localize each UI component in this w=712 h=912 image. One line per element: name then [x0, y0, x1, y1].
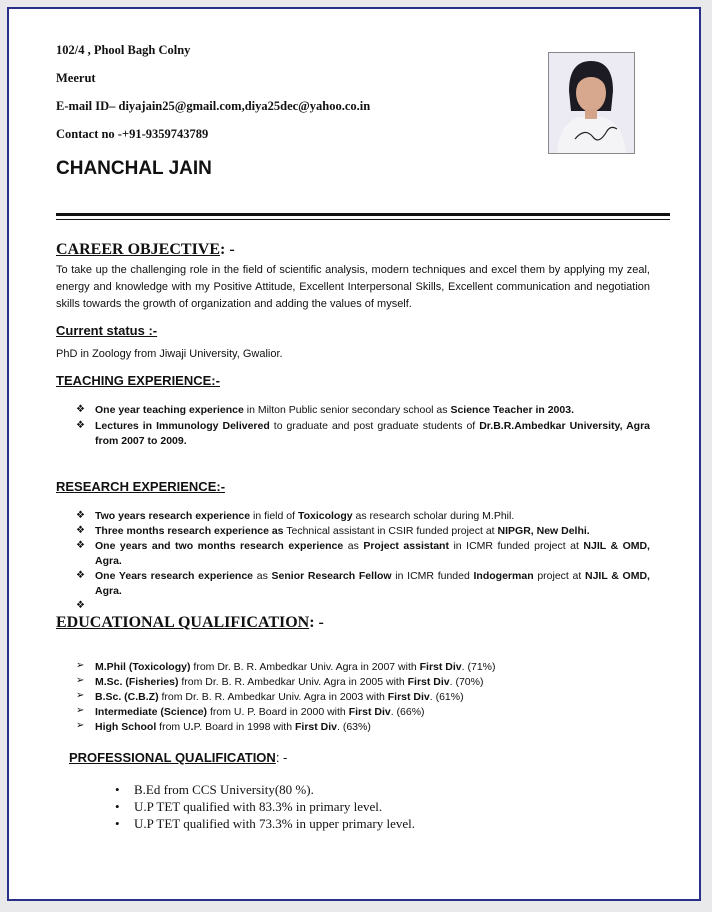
educational-qualification-heading: EDUCATIONAL QUALIFICATION: -: [56, 614, 324, 631]
arrow-bullet-icon: ➢: [76, 720, 85, 731]
research-item: Three months research experience as Technical assistant in CSIR funded project at NIPGR, New Delhi.: [95, 525, 590, 537]
education-item: M.Phil (Toxicology) from Dr. B. R. Ambedkar Univ. Agra in 2007 with First Div. (71%): [95, 661, 496, 673]
address-line-2: Meerut: [56, 71, 96, 85]
teaching-item: One year teaching experience in Milton Public senior secondary school as Science Teacher in 2003.: [95, 404, 574, 416]
diamond-bullet-icon: ❖: [76, 540, 85, 551]
teaching-item: Lectures in Immunology Delivered to graduate and post graduate students of Dr.B.R.Ambedkar University, Agra from 2007 to 2009.: [95, 420, 651, 447]
round-bullet-icon: •: [115, 782, 120, 797]
professional-item: B.Ed from CCS University(80 %).: [134, 782, 314, 797]
arrow-bullet-icon: ➢: [76, 690, 85, 701]
career-objective-heading: CAREER OBJECTIVE: -: [56, 241, 235, 258]
arrow-bullet-icon: ➢: [76, 675, 85, 686]
education-item: High School from U.P. Board in 1998 with First Div. (63%): [95, 721, 371, 733]
diamond-bullet-icon: ❖: [76, 570, 85, 581]
current-status-heading: Current status :-: [56, 323, 158, 338]
round-bullet-icon: •: [115, 799, 120, 814]
research-item: One years and two months research experience as Project assistant in ICMR funded project at NJIL & OMD, Agra.: [95, 540, 650, 567]
profile-photo-image: [549, 53, 634, 153]
profile-photo: [548, 52, 635, 154]
current-status-text: PhD in Zoology from Jiwaji University, Gwalior.: [56, 348, 283, 360]
round-bullet-icon: •: [115, 816, 120, 831]
research-experience-heading: RESEARCH EXPERIENCE:-: [56, 479, 226, 494]
research-item: One Years research experience as Senior Research Fellow in ICMR funded Indogerman project at NJIL & OMD, Agra.: [95, 570, 650, 597]
diamond-bullet-icon: ❖: [76, 404, 85, 415]
arrow-bullet-icon: ➢: [76, 660, 85, 671]
career-objective-text: To take up the challenging role in the field of scientific analysis, modern techniques and excel them by applying my zeal, energy and knowledge with my Positive Attitude, Excellent Interpersonal Skills, Excellent communication and negotiation skills towards the growth of organization and adding the values of myself.: [56, 264, 650, 310]
header-rule-thick: [56, 213, 670, 216]
research-item: Two years research experience in field of Toxicology as research scholar during M.Phil.: [95, 510, 515, 522]
address-line-1: 102/4 , Phool Bagh Colny: [56, 43, 191, 57]
diamond-bullet-icon: ❖: [76, 525, 85, 536]
contact-line: Contact no -+91-9359743789: [56, 127, 209, 141]
diamond-bullet-icon: ❖: [76, 420, 85, 431]
education-item: Intermediate (Science) from U. P. Board in 2000 with First Div. (66%): [95, 706, 425, 718]
diamond-bullet-icon: ❖: [76, 600, 85, 611]
professional-item: U.P TET qualified with 83.3% in primary level.: [134, 799, 383, 814]
teaching-experience-heading: TEACHING EXPERIENCE:-: [56, 373, 220, 388]
education-item: B.Sc. (C.B.Z) from Dr. B. R. Ambedkar Univ. Agra in 2003 with First Div. (61%): [95, 691, 464, 703]
professional-qualification-heading: PROFESSIONAL QUALIFICATION: -: [69, 750, 288, 765]
header-rule-thin: [56, 219, 670, 220]
email-line: E-mail ID– diyajain25@gmail.com,diya25dec@yahoo.co.in: [56, 99, 371, 113]
diamond-bullet-icon: ❖: [76, 510, 85, 521]
education-item: M.Sc. (Fisheries) from Dr. B. R. Ambedkar Univ. Agra in 2005 with First Div. (70%): [95, 676, 484, 688]
arrow-bullet-icon: ➢: [76, 705, 85, 716]
candidate-name: CHANCHAL JAIN: [56, 158, 212, 179]
professional-item: U.P TET qualified with 73.3% in upper primary level.: [134, 816, 416, 831]
